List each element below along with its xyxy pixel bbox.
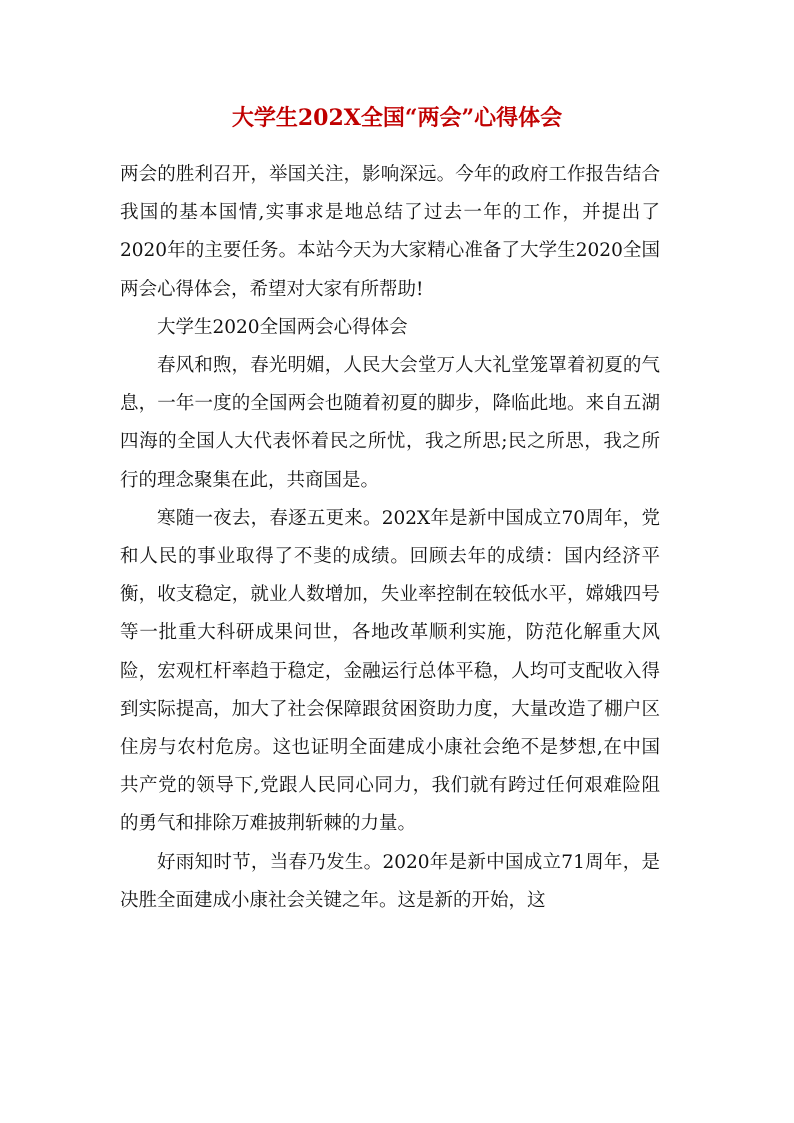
document-body — [120, 156, 660, 920]
paragraph-subtitle: 大学生2020全国两会心得体会 — [157, 316, 408, 338]
document-title: 大学生202X全国“两会”心得体会 — [231, 105, 563, 131]
paragraph-spring: 春风和煦，春光明媚，人民大会堂万人大礼堂笼罩着初夏的气息，一年一度的全国两会也随着初夏的脚步，降临此地。来自五湖四海的全国人大代表怀着民之所忧，我之所思;民之所思，我之所行的理念聚集在此，共商国是。 — [120, 355, 660, 491]
paragraph-achievements: 寒随一夜去，春逐五更来。202X年是新中国成立70周年，党和人民的事业取得了不斐的成绩。回顾去年的成绩：国内经济平衡，收支稳定，就业人数增加，失业率控制在较低水平，嫦娥四号等一批重大科研成果问世，各地改革顺利实施，防范化解重大风险，宏观杠杆率趋于稳定，金融运行总体平稳，人均可支配收入得到实际提高，加大了社会保障跟贫困资助力度，大量改造了棚户区住房与农村危房。这也证明全面建成小康社会绝不是梦想,在中国共产党的领导下,党跟人民同心同力，我们就有跨过任何艰难险阻的勇气和排除万难披荆斩棘的力量。 — [120, 507, 660, 835]
paragraph-intro: 两会的胜利召开，举国关注，影响深远。今年的政府工作报告结合我国的基本国情,实事求是地总结了过去一年的工作，并提出了2020年的主要任务。本站今天为大家精心准备了大学生2020全国两会心得体会，希望对大家有所帮助! — [120, 164, 660, 300]
paragraph-2020: 好雨知时节，当春乃发生。2020年是新中国成立71周年，是决胜全面建成小康社会关键之年。这是新的开始，这 — [120, 851, 660, 911]
